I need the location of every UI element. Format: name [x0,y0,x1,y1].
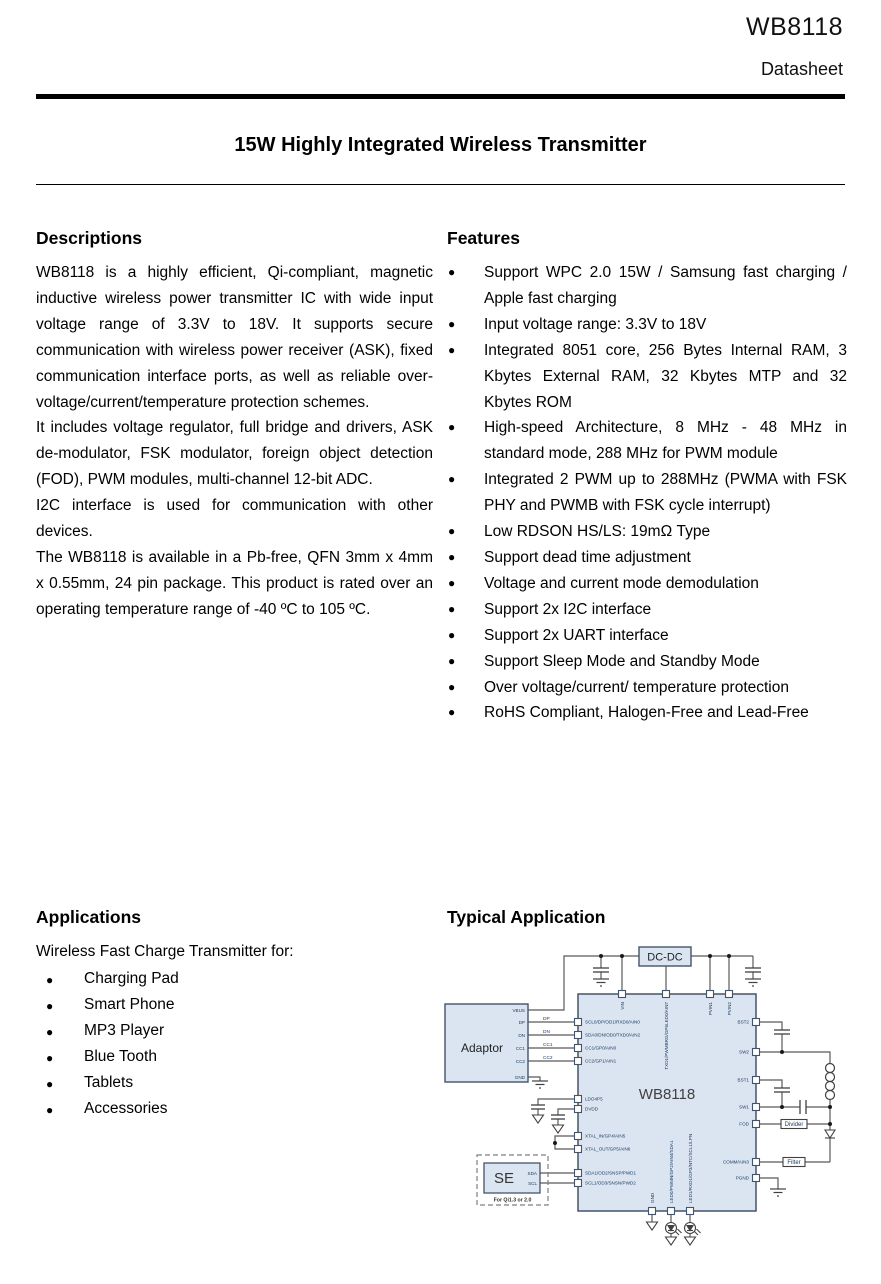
typical-application-heading: Typical Application [447,907,606,927]
application-item: ● Charging Pad [36,966,433,992]
feature-item: ● Low RDSON HS/LS: 19mΩ Type [447,519,847,545]
ic-pin-label: FOD [739,1121,749,1127]
descriptions-section [36,228,433,623]
wire-label: DN [543,1030,550,1035]
application-item: ● Blue Tooth [36,1044,433,1070]
ic-name: WB8118 [638,1086,696,1103]
adaptor-pin-label: DN [518,1033,525,1038]
adaptor-pin-label: GND [514,1075,525,1080]
led-indicator [666,1223,701,1236]
adaptor-pin-label: VBUS [512,1008,525,1013]
wire-label: DP [543,1017,550,1022]
adaptor-pin-label: DP [518,1020,525,1025]
ic-pin-label: DVDD [585,1106,599,1112]
se-label: SE [493,1170,515,1187]
adaptor-pin-label: CC1 [515,1046,525,1051]
feature-item: ● Integrated 2 PWM up to 288MHz (PWMA with FSK PHY and PWMB with FSK cycle interrupt) [447,467,847,519]
descriptions-paragraph: The WB8118 is available in a Pb-free, QFN 3mm x 4mm x 0.55mm, 24 pin package. This product is rated over an operating temperature range of -40 ºC to 105 ºC. [36,548,433,618]
title-rule [36,184,845,185]
feature-item: ● Support 2x I2C interface [447,597,847,623]
ic-pin-label: SDA0/DN/OD0/TXD0/AIN2 [585,1032,641,1038]
ic-pin-label: BST2 [737,1019,749,1025]
ic-pin-label: LED0/PWMN/GP2/AIN4/SDA1 [669,1140,674,1203]
feature-item: ● Integrated 8051 core, 256 Bytes Internal RAM, 3 Kbytes External RAM, 32 Kbytes MTP and 32 Kbytes ROM [447,338,847,416]
feature-item: ● Support 2x UART interface [447,623,847,649]
applications-intro: Wireless Fast Charge Transmitter for: [36,943,294,960]
feature-item: ● Voltage and current mode demodulation [447,571,847,597]
filter-label: Filter [787,1160,801,1166]
se-pin-label: SDA [527,1171,537,1176]
ic-pin-label: GND [650,1192,655,1203]
ic-pin-label: SDA1/OD2/SNSP/PWD1 [585,1170,637,1176]
applications-section [36,907,433,1122]
ic-pin-label: SW2 [739,1049,749,1055]
ic-pin-label: XTAL_IN/GP4/AIN5 [585,1133,626,1139]
features-section [447,228,847,726]
ic-pin-label: BST1 [737,1077,749,1083]
se-caption: For Qi1.3 or 2.0 [493,1197,532,1204]
application-item: ● Smart Phone [36,992,433,1018]
application-item: ● Accessories [36,1096,433,1122]
ic-pin-label: SW1 [739,1104,749,1110]
feature-item: ● Input voltage range: 3.3V to 18V [447,312,847,338]
ic-pin-label: VIN [620,1002,625,1010]
ic-pin-label: PVIN2 [727,1002,732,1016]
ic-pin-label: CC2/GP1/AIN1 [585,1058,617,1064]
dcdc-label: DC-DC [647,951,683,964]
adaptor-pin-label: CC2 [515,1059,525,1064]
descriptions-paragraph: It includes voltage regulator, full bridge and drivers, ASK de-modulator, FSK modulator, foreign object detection (FOD), PWM modules, multi-channel 12-bit ADC. [36,419,433,489]
doc-type: Datasheet [760,59,843,79]
product-name: WB8118 [745,13,843,41]
ic-pin-label: LDO4P5 [585,1096,603,1102]
descriptions-heading: Descriptions [36,228,142,248]
ic-pin-label: TXD1/PWMBRG/GP6LED0/AIN7 [664,1002,669,1070]
descriptions-paragraph: I2C interface is used for communication with other devices. [36,497,433,541]
ic-pin-label: PGND [735,1175,749,1181]
features-heading: Features [447,228,520,248]
divider-label: Divider [784,1122,804,1128]
application-item: ● Tablets [36,1070,433,1096]
descriptions-paragraph: WB8118 is a highly efficient, Qi-compliant, magnetic inductive wireless power transmitter IC with wide input voltage range of 3.3V to 18V. It supports secure communication with wireless power receiver (ASK), fixed communication interface ports, as well as reliable over-voltage/current/temperature protection schemes. [36,264,433,411]
header-rule [36,94,845,99]
feature-item: ● Support Sleep Mode and Standby Mode [447,649,847,675]
feature-item: ● RoHS Compliant, Halogen-Free and Lead-Free [447,700,847,726]
wire-label: CC2 [543,1056,553,1061]
ic-pin-label: CC1/GP0/AIN0 [585,1045,617,1051]
ic-pin-label: SCL1/OD3/SNSN/PWD2 [585,1180,636,1186]
typical-application-schematic [440,925,881,1284]
ic-pin-label: COMM/AIN3 [722,1159,749,1165]
feature-item: ● Support WPC 2.0 15W / Samsung fast charging / Apple fast charging [447,260,847,312]
applications-heading: Applications [36,907,142,927]
feature-item: ● Support dead time adjustment [447,545,847,571]
ic-pin-label: XTAL_OUT/GP5/AIN6 [585,1146,631,1152]
page-title: 15W Highly Integrated Wireless Transmitter [234,134,647,156]
wire-label: CC1 [543,1043,553,1048]
ic-pin-label: PVIN1 [708,1002,713,1016]
adaptor-label: Adaptor [460,1041,504,1055]
coil-inductor [826,1064,835,1100]
se-pin-label: SCL [528,1181,537,1186]
feature-item: ● Over voltage/current/ temperature protection [447,675,847,701]
diode [825,1130,835,1138]
ic-pin-label: LED1/RXD1/GP3/NTC/SCL1/LPN [688,1133,693,1203]
ic-pin-label: SCL0/DP/OD1/RXD0/AIN0 [585,1019,640,1025]
application-item: ● MP3 Player [36,1018,433,1044]
feature-item: ● High-speed Architecture, 8 MHz - 48 MHz in standard mode, 288 MHz for PWM module [447,415,847,467]
